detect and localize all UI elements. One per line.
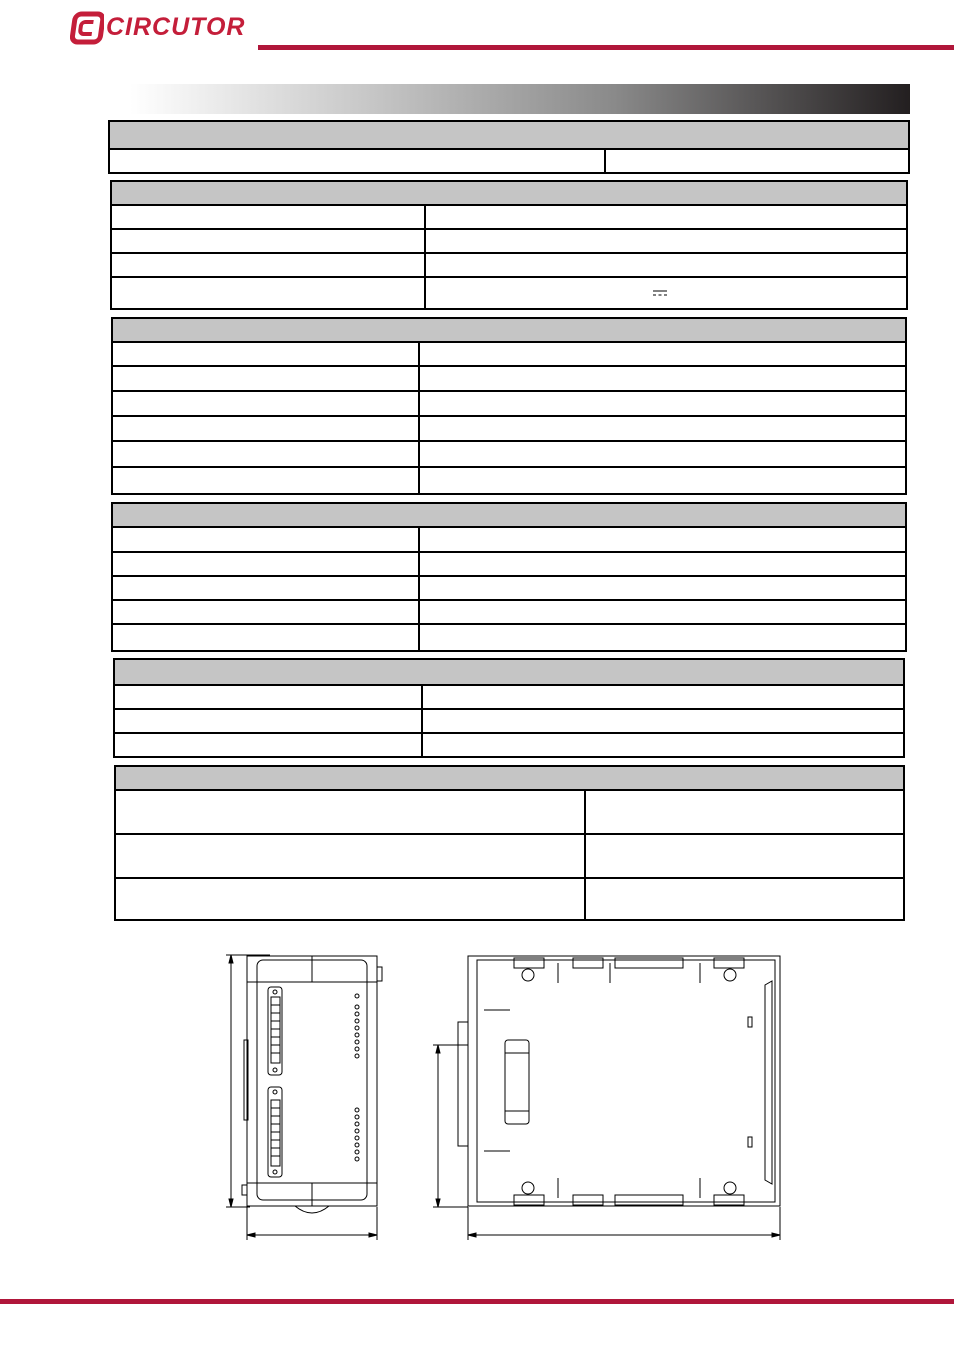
table-row bbox=[113, 367, 905, 392]
table-cell bbox=[115, 710, 423, 732]
spec-table-5 bbox=[113, 658, 905, 758]
brand-logo bbox=[70, 11, 250, 47]
table-row bbox=[113, 528, 905, 553]
table-cell bbox=[420, 625, 905, 650]
table-cell bbox=[420, 442, 905, 466]
table-cell bbox=[113, 601, 420, 623]
table-cell bbox=[420, 367, 905, 390]
spec-table-2 bbox=[110, 180, 908, 310]
table-row bbox=[115, 686, 903, 710]
table-row bbox=[112, 278, 906, 308]
table-header bbox=[112, 182, 906, 206]
table-cell bbox=[426, 206, 906, 228]
table-cell bbox=[113, 468, 420, 493]
table-cell bbox=[115, 686, 423, 708]
table-cell bbox=[586, 835, 903, 877]
table-cell bbox=[420, 468, 905, 493]
table-row bbox=[112, 230, 906, 254]
table-cell bbox=[113, 625, 420, 650]
table-cell bbox=[113, 392, 420, 415]
table-row bbox=[110, 150, 908, 172]
table-row bbox=[113, 577, 905, 601]
table-row bbox=[116, 791, 903, 835]
table-row bbox=[112, 254, 906, 278]
table-row bbox=[113, 392, 905, 417]
table-row bbox=[113, 553, 905, 577]
table-cell bbox=[426, 254, 906, 276]
table-row bbox=[113, 442, 905, 468]
table-cell bbox=[420, 528, 905, 551]
table-cell bbox=[420, 553, 905, 575]
brand-name: CIRCUTOR bbox=[106, 13, 246, 41]
table-row bbox=[113, 417, 905, 442]
table-cell bbox=[420, 601, 905, 623]
table-cell bbox=[112, 254, 426, 276]
table-cell bbox=[420, 417, 905, 440]
table-cell bbox=[420, 343, 905, 365]
table-cell bbox=[110, 150, 606, 172]
table-cell bbox=[113, 367, 420, 390]
table-cell bbox=[113, 577, 420, 599]
circutor-logo-icon bbox=[70, 11, 104, 45]
table-row bbox=[113, 468, 905, 493]
table-cell bbox=[115, 734, 423, 756]
table-cell bbox=[586, 791, 903, 833]
table-cell bbox=[426, 230, 906, 252]
table-row bbox=[115, 710, 903, 734]
table-cell bbox=[113, 553, 420, 575]
spec-table-3 bbox=[111, 317, 907, 495]
spec-table-6 bbox=[114, 765, 905, 921]
table-row bbox=[116, 835, 903, 879]
table-cell bbox=[423, 686, 903, 708]
table-cell bbox=[112, 206, 426, 228]
device-front-view-drawing bbox=[433, 956, 780, 1240]
device-side-view-drawing bbox=[226, 955, 382, 1240]
table-row bbox=[113, 343, 905, 367]
table-header bbox=[113, 504, 905, 528]
table-row bbox=[112, 206, 906, 230]
dimension-drawings bbox=[220, 945, 790, 1245]
table-header bbox=[113, 319, 905, 343]
footer-rule bbox=[0, 1299, 954, 1304]
section-title-bar bbox=[130, 84, 910, 114]
table-cell bbox=[423, 734, 903, 756]
table-cell bbox=[420, 392, 905, 415]
spec-table-1 bbox=[108, 120, 910, 174]
table-row bbox=[113, 601, 905, 625]
table-cell bbox=[112, 230, 426, 252]
table-cell bbox=[116, 879, 586, 919]
table-row bbox=[116, 879, 903, 919]
table-row bbox=[115, 734, 903, 756]
table-cell bbox=[113, 442, 420, 466]
table-cell bbox=[116, 791, 586, 833]
spec-table-4 bbox=[111, 502, 907, 652]
table-cell bbox=[586, 879, 903, 919]
table-cell bbox=[113, 528, 420, 551]
table-cell bbox=[113, 417, 420, 440]
table-cell bbox=[112, 278, 426, 308]
table-header bbox=[116, 767, 903, 791]
dc-current-symbol-icon bbox=[653, 290, 667, 296]
table-cell bbox=[606, 150, 908, 172]
table-cell bbox=[113, 343, 420, 365]
table-cell bbox=[420, 577, 905, 599]
table-header bbox=[115, 660, 903, 686]
table-row bbox=[113, 625, 905, 650]
header-rule bbox=[258, 45, 954, 50]
table-cell bbox=[423, 710, 903, 732]
table-cell bbox=[116, 835, 586, 877]
table-header bbox=[110, 122, 908, 150]
